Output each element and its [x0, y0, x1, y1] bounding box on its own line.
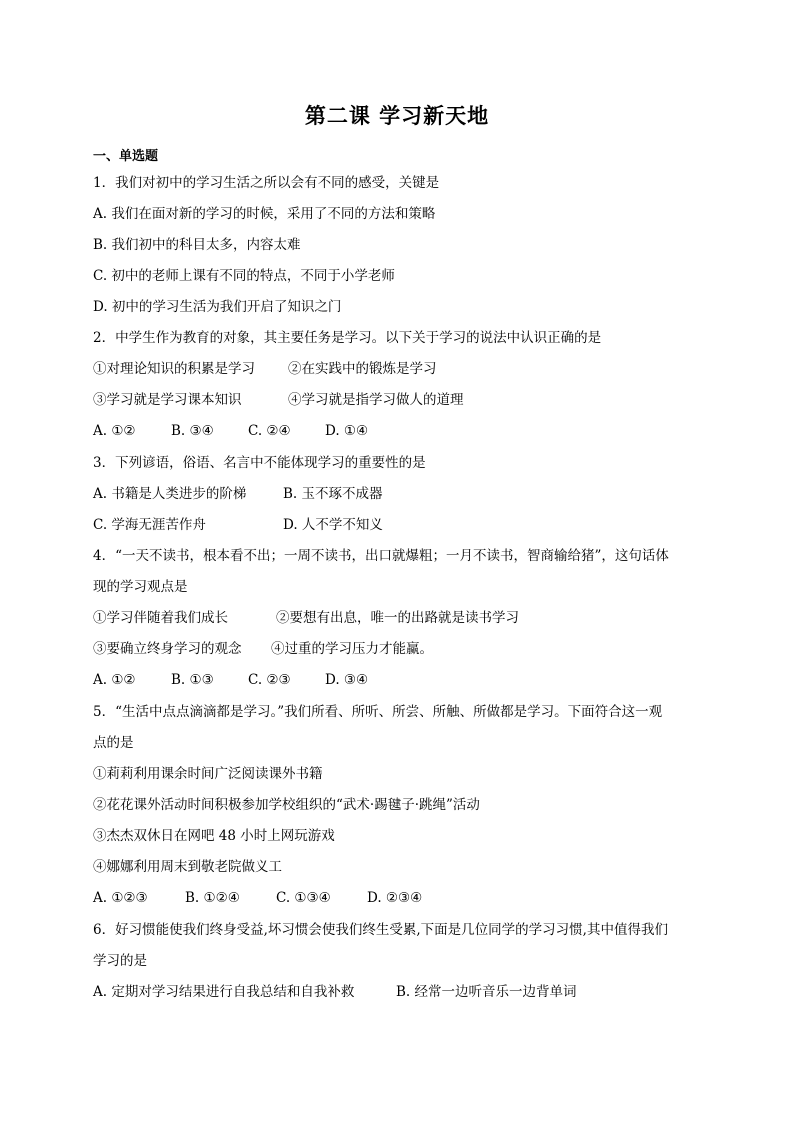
question-3-option-b: B. 玉不琢不成器	[283, 486, 383, 502]
question-5-item-2: ②花花课外活动时间积极参加学校组织的“武术·踢毽子·跳绳”活动	[93, 797, 480, 813]
question-2-item-3: ③学习就是学习课本知识	[93, 392, 242, 408]
question-3-option-d: D. 人不学不知义	[283, 517, 383, 533]
question-2-item-4: ④学习就是指学习做人的道理	[288, 392, 464, 408]
question-2-item-1: ①对理论知识的积累是学习	[93, 361, 255, 377]
question-5-item-3: ③杰杰双休日在网吧 48 小时上网玩游戏	[93, 828, 335, 844]
question-3-stem: 3．下列谚语，俗语、名言中不能体现学习的重要性的是	[93, 455, 426, 471]
question-6-stem-line-1: 6．好习惯能使我们终身受益,坏习惯会使我们终生受累,下面是几位同学的学习习惯,其中值得我们	[93, 922, 668, 938]
question-6-option-b: B. 经常一边听音乐一边背单词	[396, 984, 577, 1000]
question-5-stem-line-2: 点的是	[93, 735, 134, 751]
question-5-option-c: C. ①③④	[276, 890, 331, 906]
question-2-stem: 2．中学生作为教育的对象，其主要任务是学习。以下关于学习的说法中认识正确的是	[93, 330, 602, 346]
question-1-option-a: A. 我们在面对新的学习的时候，采用了不同的方法和策略	[93, 206, 436, 222]
question-2-option-a: A. ①②	[93, 423, 136, 439]
question-4-option-c: C. ②③	[248, 672, 291, 688]
question-4-item-1: ①学习伴随着我们成长	[93, 610, 228, 626]
question-2-item-2: ②在实践中的锻炼是学习	[288, 361, 437, 377]
question-5-option-d: D. ②③④	[367, 890, 423, 906]
question-4-item-2: ②要想有出息，唯一的出路就是读书学习	[276, 610, 519, 626]
question-5-stem-line-1: 5．“生活中点点滴滴都是学习。”我们所看、所听、所尝、所触、所做都是学习。下面符合这一观	[93, 704, 663, 720]
question-6-option-a: A. 定期对学习结果进行自我总结和自我补救	[93, 984, 355, 1000]
section-heading: 一、单选题	[93, 149, 159, 164]
question-3-option-c: C. 学海无涯苦作舟	[93, 517, 206, 533]
question-2-option-d: D. ①④	[325, 423, 369, 439]
question-4-option-b: B. ①③	[171, 672, 214, 688]
question-4-option-a: A. ①②	[93, 672, 136, 688]
question-4-stem-line-2: 现的学习观点是	[93, 579, 188, 595]
question-5-item-4: ④娜娜利用周末到敬老院做义工	[93, 859, 282, 875]
question-4-option-d: D. ③④	[325, 672, 369, 688]
question-4-stem-line-1: 4．“一天不读书，根本看不出；一周不读书，出口就爆粗；一月不读书，智商输给猪”，这句话体	[93, 548, 669, 564]
page-title: 第二课 学习新天地	[304, 104, 490, 128]
question-4-item-3: ③要确立终身学习的观念	[93, 641, 242, 657]
question-5-option-a: A. ①②③	[93, 890, 148, 906]
question-2-option-b: B. ③④	[171, 423, 214, 439]
question-1-stem: 1．我们对初中的学习生活之所以会有不同的感受，关键是	[93, 175, 440, 191]
question-1-option-d: D. 初中的学习生活为我们开启了知识之门	[93, 299, 342, 315]
question-1-option-b: B. 我们初中的科目太多，内容太难	[93, 237, 301, 253]
question-1-option-c: C. 初中的老师上课有不同的特点，不同于小学老师	[93, 268, 395, 284]
question-5-item-1: ①莉莉利用课余时间广泛阅读课外书籍	[93, 766, 323, 782]
question-5-option-b: B. ①②④	[185, 890, 240, 906]
question-6-stem-line-2: 学习的是	[93, 953, 147, 969]
question-2-option-c: C. ②④	[248, 423, 291, 439]
question-4-item-4: ④过重的学习压力才能赢。	[271, 641, 433, 657]
question-3-option-a: A. 书籍是人类进步的阶梯	[93, 486, 247, 502]
